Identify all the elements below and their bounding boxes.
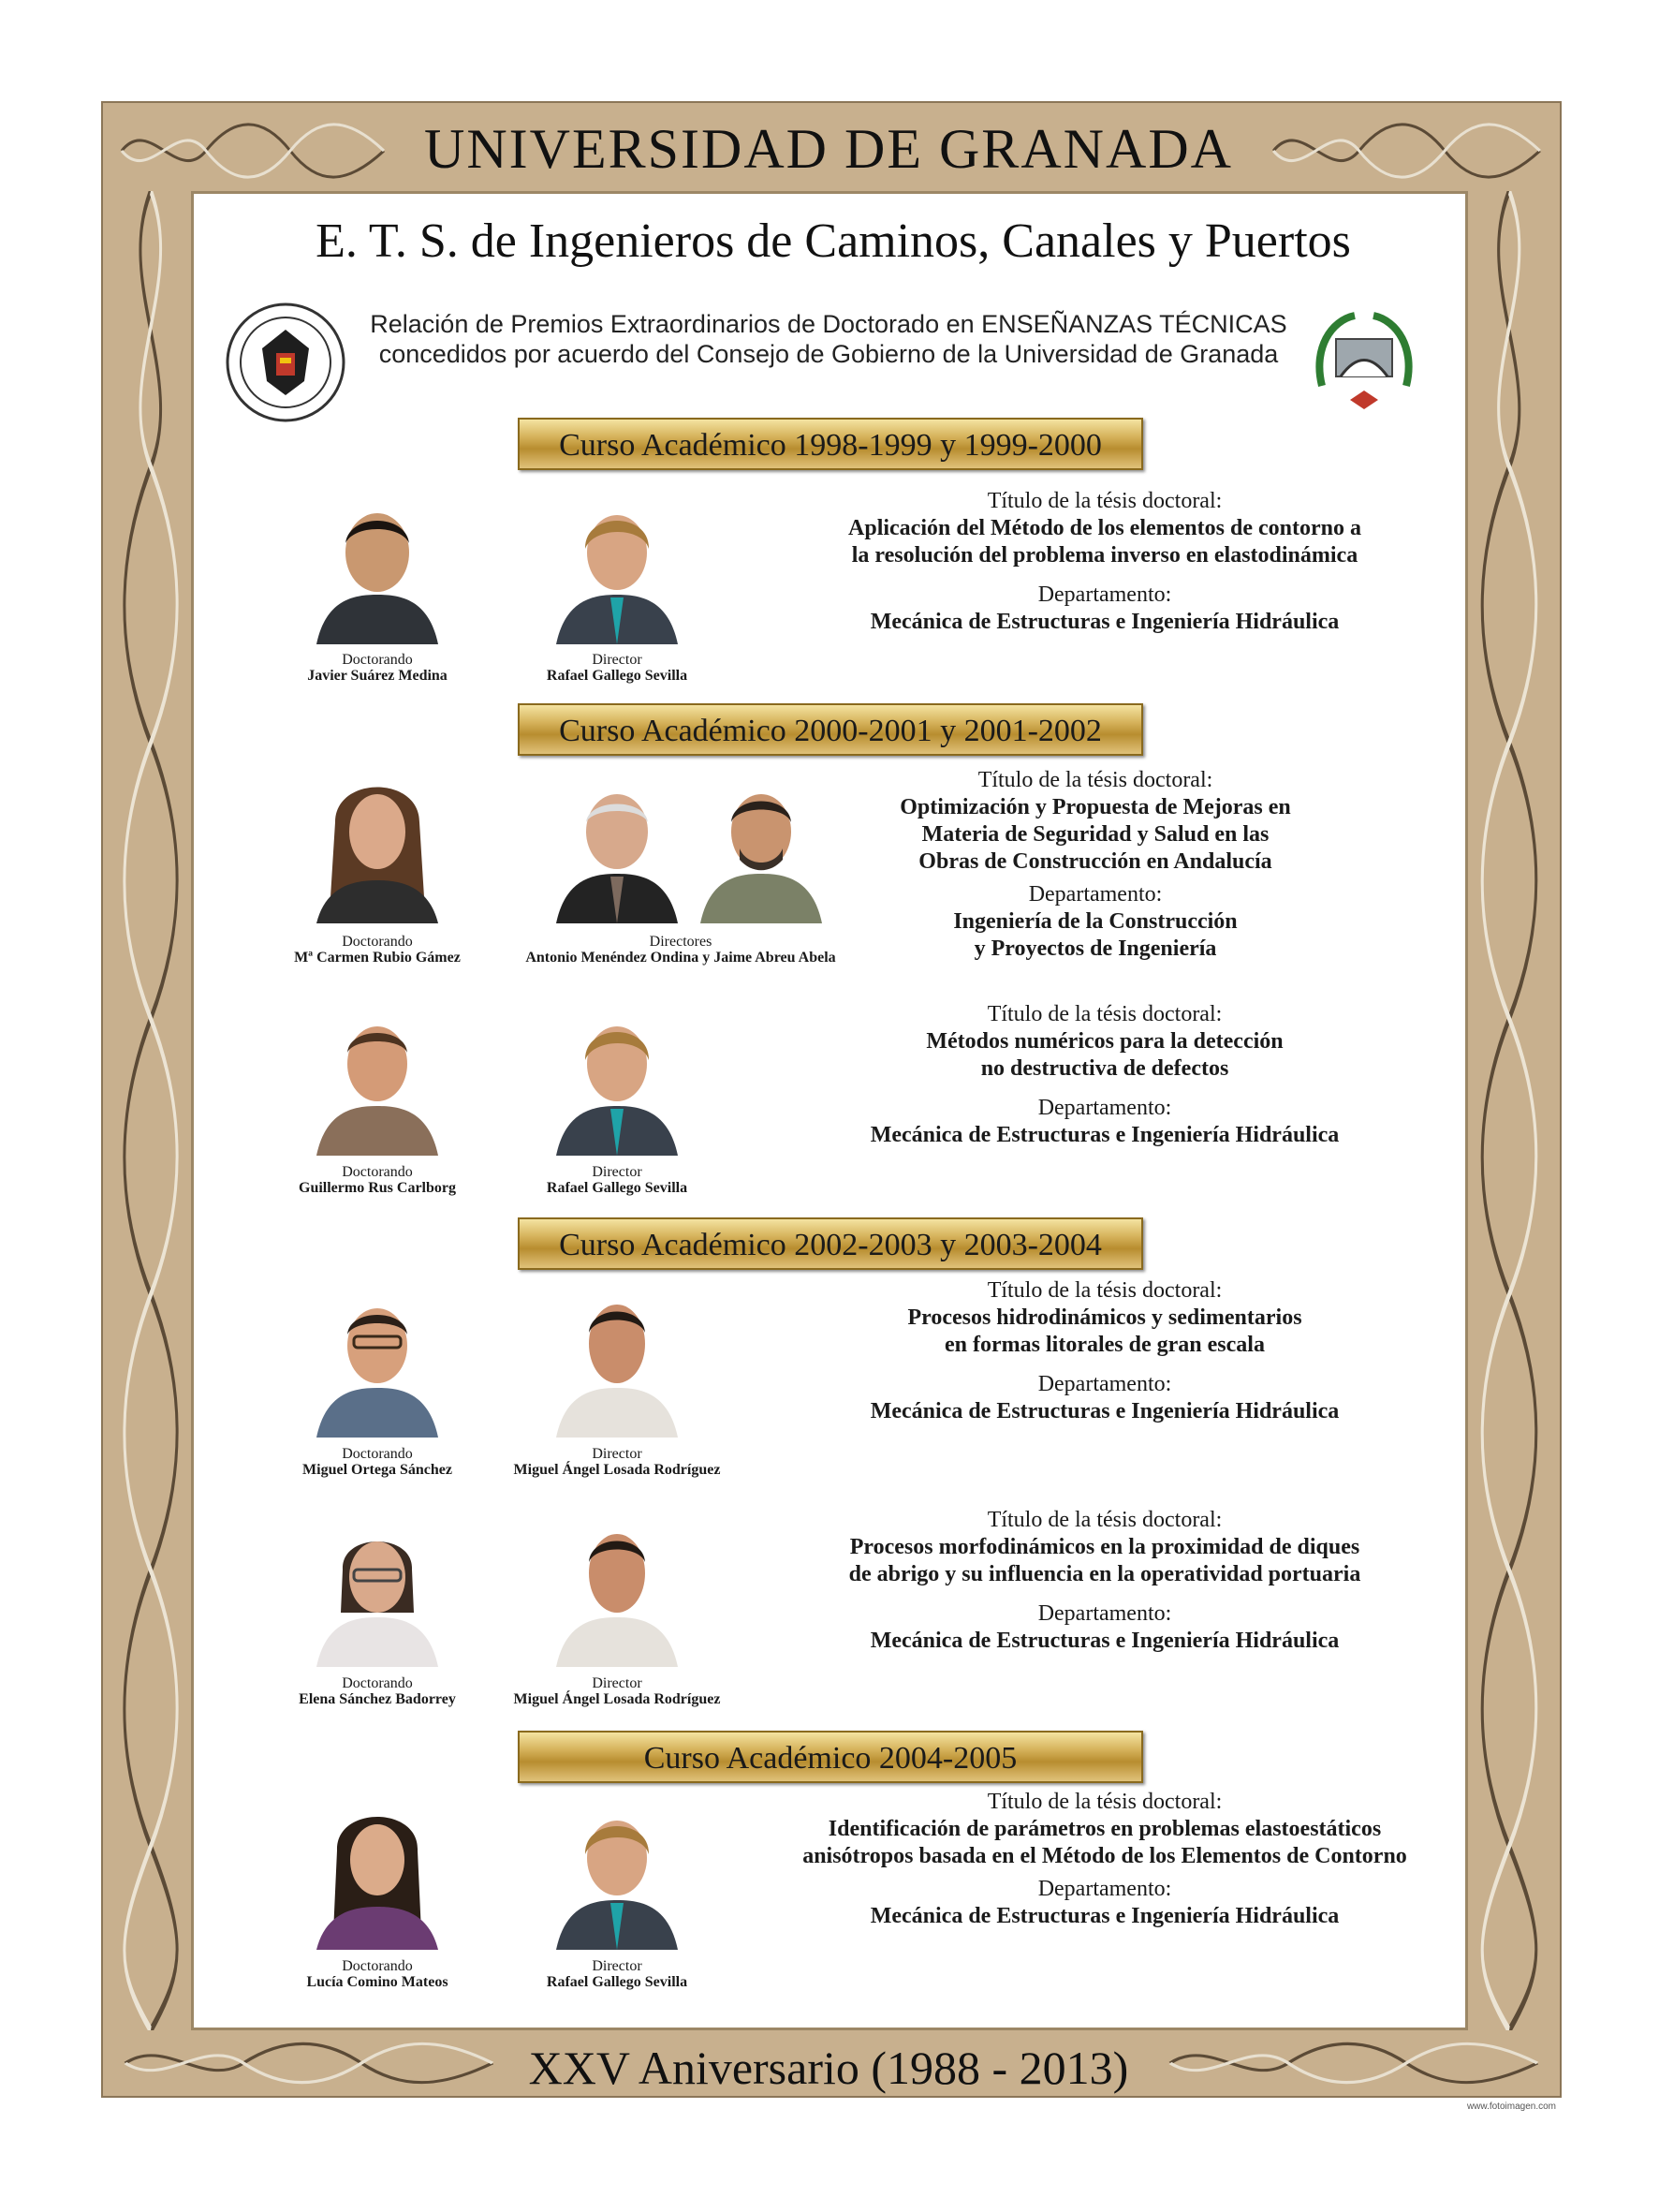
department-name: Mecánica de Estructuras e Ingeniería Hidráulica — [870, 1629, 1340, 1653]
school-emblem — [1303, 302, 1425, 423]
director-name: Rafael Gallego Sevilla — [546, 668, 688, 684]
department-label: Departamento: — [1028, 882, 1163, 907]
thesis-title-line: Materia de Seguridad y Salud en las — [921, 822, 1270, 847]
director-photo — [556, 487, 678, 644]
student-photo — [316, 766, 438, 923]
student-role: Doctorando — [342, 934, 413, 950]
thesis-title-line: Obras de Construcción en Andalucía — [918, 849, 1272, 874]
thesis-title-line: en formas litorales de gran escala — [945, 1333, 1265, 1357]
director-photo — [556, 766, 678, 923]
department-name: Mecánica de Estructuras e Ingeniería Hidráulica — [870, 1123, 1340, 1147]
department-label: Departamento: — [1037, 1601, 1172, 1626]
thesis-title-label: Título de la tésis doctoral: — [987, 1790, 1223, 1814]
director-name: Miguel Ángel Losada Rodríguez — [513, 1691, 721, 1707]
student-photo — [316, 1792, 438, 1950]
anniversary-title: XXV Aniversario (1988 - 2013) — [528, 2042, 1129, 2094]
thesis-title-line: Procesos hidrodinámicos y sedimentarios — [907, 1305, 1302, 1330]
frame-ornament-top-left — [112, 111, 393, 191]
student-role: Doctorando — [342, 1675, 413, 1691]
director-caption — [448, 1675, 785, 1707]
thesis-block — [768, 1507, 1442, 1655]
department-label: Departamento: — [1037, 582, 1172, 607]
frame-ornament-top-right — [1264, 111, 1549, 191]
student-name: Miguel Ortega Sánchez — [302, 1462, 452, 1478]
thesis-block — [768, 1001, 1442, 1149]
director-role: Director — [592, 1164, 642, 1180]
director-caption — [448, 652, 785, 684]
thesis-title-label: Título de la tésis doctoral: — [987, 1002, 1223, 1026]
thesis-block — [730, 1789, 1479, 1930]
student-photo — [316, 487, 438, 644]
intro-line-1: Relación de Premios Extraordinarios de Doctorado en ENSEÑANZAS TÉCNICAS — [370, 310, 1287, 338]
student-name: Javier Suárez Medina — [307, 668, 448, 684]
thesis-title-line: Procesos morfodinámicos en la proximidad de diques — [849, 1535, 1360, 1559]
thesis-block — [768, 488, 1442, 636]
thesis-title-line: Optimización y Propuesta de Mejoras en — [900, 795, 1291, 819]
director-photo — [556, 1792, 678, 1950]
student-photo — [316, 1510, 438, 1667]
thesis-block — [768, 1277, 1442, 1425]
student-name: Lucía Comino Mateos — [306, 1974, 448, 1990]
thesis-title-label: Título de la tésis doctoral: — [977, 768, 1213, 792]
director-caption — [448, 1164, 785, 1196]
university-title: UNIVERSIDAD DE GRANADA — [424, 118, 1233, 180]
director-photo — [556, 1510, 678, 1667]
intro-text — [346, 309, 1311, 369]
director-role: Director — [592, 1446, 642, 1462]
department-label: Departamento: — [1037, 1877, 1172, 1901]
frame-ornament-left — [110, 191, 191, 2030]
department-name: Ingeniería de la Construcción — [953, 909, 1238, 934]
course-banner-1998-2000: Curso Académico 1998-1999 y 1999-2000 — [518, 418, 1143, 470]
director-name: Rafael Gallego Sevilla — [546, 1180, 688, 1196]
thesis-title-line: anisótropos basada en el Método de los Elementos de Contorno — [802, 1844, 1407, 1868]
frame-ornament-right — [1468, 191, 1550, 2030]
thesis-title-line: no destructiva de defectos — [980, 1056, 1229, 1081]
director-photo — [556, 1280, 678, 1438]
department-name: Mecánica de Estructuras e Ingeniería Hidráulica — [870, 610, 1340, 634]
student-name: Mª Carmen Rubio Gámez — [294, 950, 461, 966]
course-banner-2004-2005: Curso Académico 2004-2005 — [518, 1731, 1143, 1783]
intro-line-2: concedidos por acuerdo del Consejo de Gobierno de la Universidad de Granada — [378, 340, 1279, 368]
student-role: Doctorando — [342, 652, 413, 668]
thesis-title-line: de abrigo y su influencia en la operatividad portuaria — [848, 1562, 1361, 1586]
student-role: Doctorando — [342, 1446, 413, 1462]
thesis-block — [833, 767, 1358, 963]
director-name: Antonio Menéndez Ondina y Jaime Abreu Abela — [525, 950, 836, 966]
director-role: Director — [592, 652, 642, 668]
school-title: E. T. S. de Ingenieros de Caminos, Canales y Puertos — [316, 214, 1351, 268]
director-caption — [448, 1446, 785, 1478]
director-role: Directores — [649, 934, 712, 950]
university-seal — [225, 302, 346, 423]
thesis-title-line: la resolución del problema inverso en elastodinámica — [851, 543, 1358, 568]
student-photo — [316, 1280, 438, 1438]
student-photo — [316, 998, 438, 1156]
thesis-title-label: Título de la tésis doctoral: — [987, 489, 1223, 513]
director-caption — [448, 1958, 785, 1990]
director-name: Rafael Gallego Sevilla — [546, 1974, 688, 1990]
photo-credit: www.fotoimagen.com — [1466, 2101, 1556, 2112]
course-banner-2000-2002: Curso Académico 2000-2001 y 2001-2002 — [518, 703, 1143, 756]
thesis-title-label: Título de la tésis doctoral: — [987, 1508, 1223, 1532]
department-name: Mecánica de Estructuras e Ingeniería Hidráulica — [870, 1904, 1340, 1928]
thesis-title-line: Métodos numéricos para la detección — [926, 1029, 1284, 1054]
thesis-title-line: Identificación de parámetros en problemas elastoestáticos — [828, 1817, 1382, 1841]
department-name: Mecánica de Estructuras e Ingeniería Hidráulica — [870, 1399, 1340, 1423]
director-role: Director — [592, 1958, 642, 1974]
course-banner-2002-2004: Curso Académico 2002-2003 y 2003-2004 — [518, 1217, 1143, 1270]
director-photo — [556, 998, 678, 1156]
thesis-title-label: Título de la tésis doctoral: — [987, 1278, 1223, 1303]
student-role: Doctorando — [342, 1164, 413, 1180]
student-role: Doctorando — [342, 1958, 413, 1974]
director-name: Miguel Ángel Losada Rodríguez — [513, 1462, 721, 1478]
department-label: Departamento: — [1037, 1372, 1172, 1396]
student-name: Elena Sánchez Badorrey — [299, 1691, 456, 1707]
directors-caption — [493, 934, 868, 966]
department-name: y Proyectos de Ingeniería — [974, 936, 1217, 961]
department-label: Departamento: — [1037, 1096, 1172, 1120]
director-role: Director — [592, 1675, 642, 1691]
student-name: Guillermo Rus Carlborg — [299, 1180, 456, 1196]
thesis-title-line: Aplicación del Método de los elementos de contorno a — [848, 516, 1361, 540]
director-photo — [700, 766, 822, 923]
